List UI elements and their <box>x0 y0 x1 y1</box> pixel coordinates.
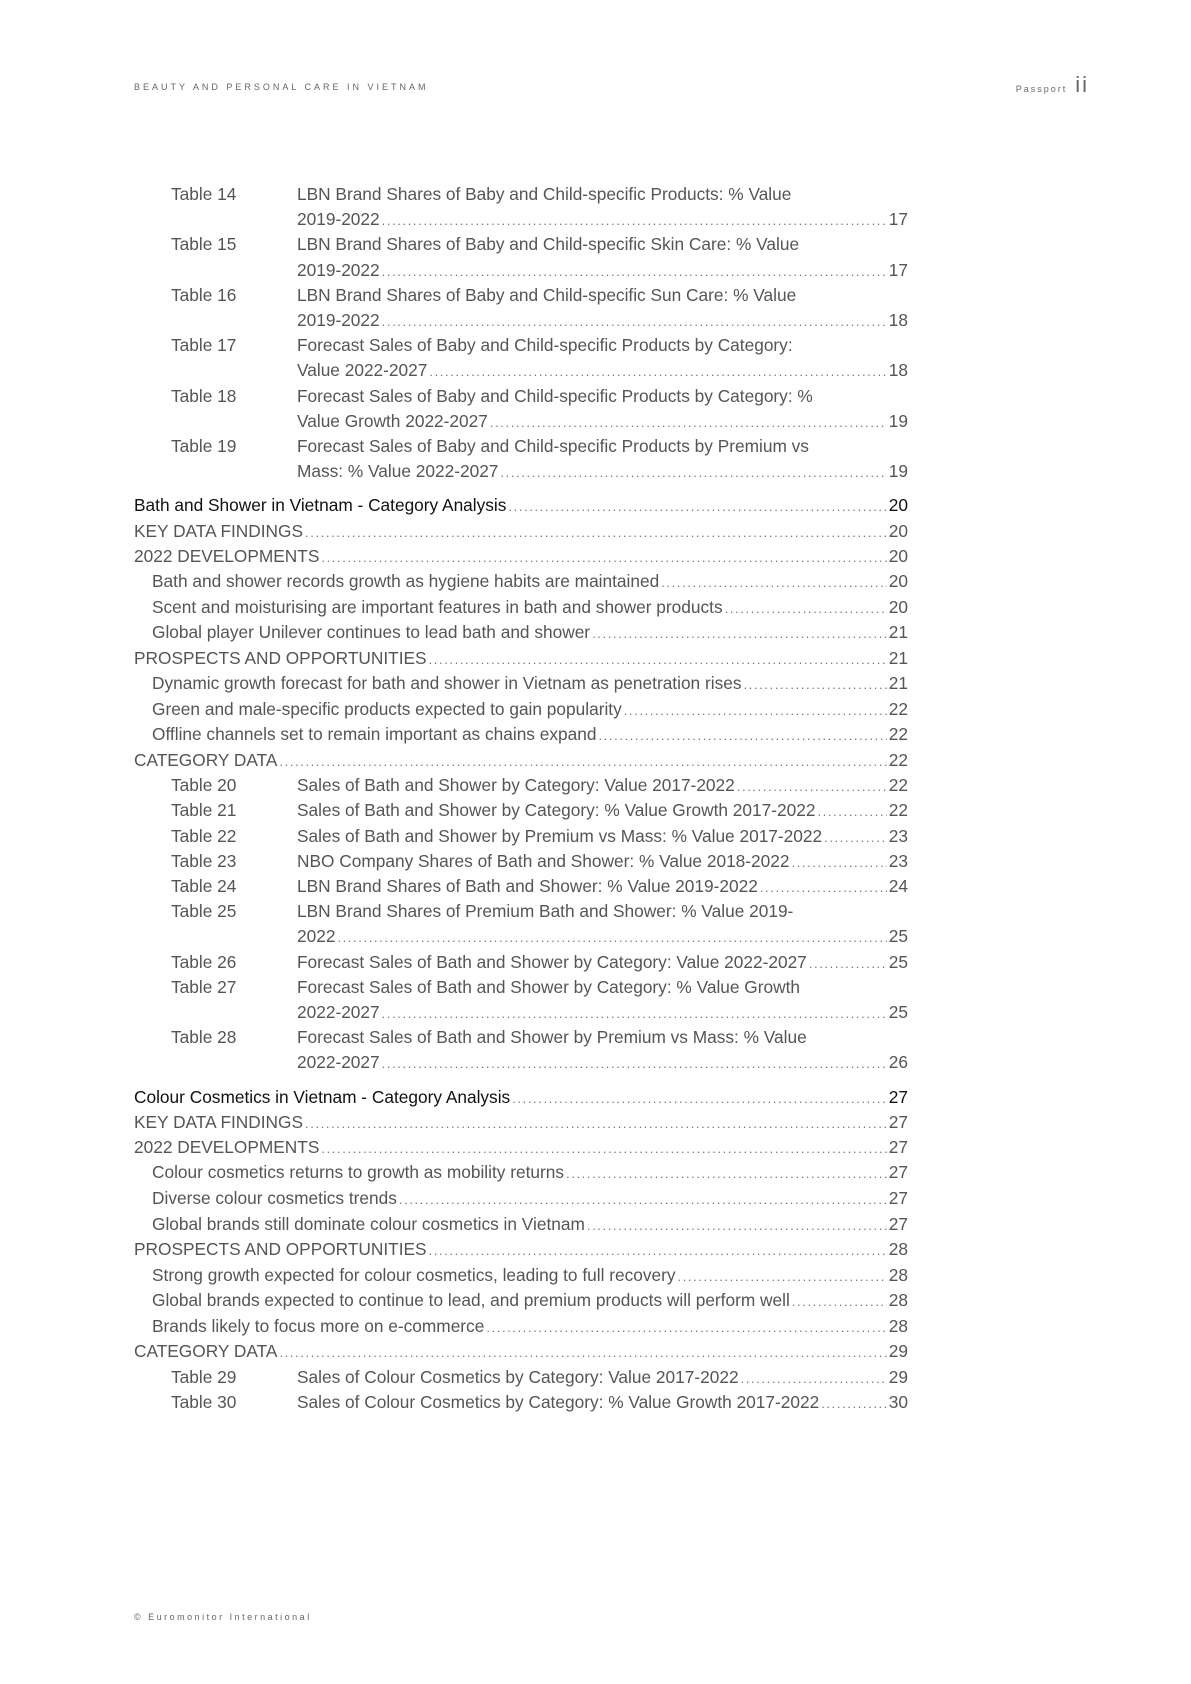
toc-entry-title: 2022-2027 <box>297 1001 380 1022</box>
passport-label: Passport <box>1015 84 1068 94</box>
toc-table-number: Table 25 <box>171 901 237 922</box>
toc-entry-line <box>297 384 908 409</box>
toc-dot-leader <box>566 1161 887 1187</box>
toc-entry-line <box>152 1263 908 1289</box>
toc-entry-title: LBN Brand Shares of Baby and Child-specific Products: % Value <box>297 184 792 204</box>
toc-entry-sub[interactable] <box>134 1212 908 1238</box>
toc-dot-leader <box>382 208 887 233</box>
toc-dot-leader <box>592 621 887 647</box>
toc-entry-title: 2019-2022 <box>297 209 380 230</box>
toc-entry-line <box>297 333 908 358</box>
toc-entry-body <box>152 620 908 646</box>
toc-entry-title: Forecast Sales of Baby and Child-specific Products by Premium vs <box>297 435 809 456</box>
toc-entry-body <box>152 1160 908 1186</box>
toc-entry-title: CATEGORY DATA <box>134 1341 278 1362</box>
toc-entry-title: Sales of Colour Cosmetics by Category: Value 2017-2022 <box>297 1366 739 1387</box>
toc-page-number: 22 <box>888 698 908 719</box>
toc-entry-title: LBN Brand Shares of Bath and Shower: % Value 2019-2022 <box>297 876 758 897</box>
toc-entry-sub[interactable] <box>134 569 908 595</box>
toc-entry-title: Sales of Bath and Shower by Category: % Value Growth 2017-2022 <box>297 800 816 821</box>
toc-entry-title: Sales of Bath and Shower by Category: Value 2017-2022 <box>297 775 735 796</box>
toc-entry-line <box>152 569 908 595</box>
toc-page-number: 20 <box>888 520 908 541</box>
toc-entry-body <box>297 283 908 333</box>
toc-page-number: 29 <box>888 1341 908 1362</box>
toc-entry-title: KEY DATA FINDINGS <box>134 1111 304 1132</box>
toc-entry-table[interactable] <box>134 182 908 232</box>
toc-entry-line <box>152 620 908 646</box>
toc-page-number: 22 <box>888 724 908 745</box>
toc-dot-leader <box>279 749 886 774</box>
toc-page-number: 22 <box>888 775 908 796</box>
toc-entry-body <box>297 232 908 282</box>
toc-entry-sub[interactable] <box>134 1314 908 1340</box>
toc-entry-line <box>297 207 908 232</box>
toc-page-number: 27 <box>888 1086 908 1107</box>
toc-entry-table[interactable] <box>134 798 908 823</box>
toc-dot-leader <box>399 1187 887 1213</box>
toc-page-number: 23 <box>888 825 908 846</box>
toc-entry-body <box>297 1390 908 1415</box>
toc-page-number: 27 <box>888 1188 908 1209</box>
toc-entry-line <box>134 1110 908 1135</box>
toc-dot-leader <box>382 309 887 334</box>
toc-entry-head[interactable] <box>134 493 908 518</box>
toc-entry-upper[interactable] <box>134 646 908 671</box>
toc-entry-line <box>134 493 908 518</box>
toc-entry-body <box>297 434 908 484</box>
toc-page-number: 17 <box>888 209 908 230</box>
toc-table-number: Table 14 <box>171 184 237 204</box>
toc-entry-line <box>297 975 908 1000</box>
toc-entry-body <box>297 773 908 798</box>
toc-page-number: 19 <box>888 461 908 482</box>
toc-entry-title: Mass: % Value 2022-2027 <box>297 461 499 482</box>
toc-entry-title: Bath and Shower in Vietnam - Category Analysis <box>134 495 507 516</box>
toc-entry-title: Strong growth expected for colour cosmetics, leading to full recovery <box>152 1264 676 1285</box>
toc-entry-body <box>152 1314 908 1340</box>
toc-entry-title: Forecast Sales of Bath and Shower by Category: % Value Growth <box>297 976 801 997</box>
toc-entry-table[interactable] <box>134 1365 908 1390</box>
toc-entry-body <box>152 697 908 723</box>
toc-entry-title: Diverse colour cosmetics trends <box>152 1188 397 1209</box>
toc-entry-title: Forecast Sales of Bath and Shower by Category: Value 2022-2027 <box>297 951 807 972</box>
toc-entry-line <box>297 824 908 849</box>
toc-entry-body <box>152 1288 908 1314</box>
toc-dot-leader <box>725 596 887 622</box>
toc-entry-title: PROSPECTS AND OPPORTUNITIES <box>134 1239 427 1260</box>
toc-table-number: Table 29 <box>171 1366 237 1387</box>
toc-page-number: 23 <box>888 850 908 871</box>
toc-page-number: 28 <box>888 1264 908 1285</box>
toc-entry-table[interactable] <box>134 333 908 383</box>
toc-table-number: Table 23 <box>171 850 237 871</box>
toc-entry-line <box>297 874 908 899</box>
toc-dot-leader <box>321 1136 886 1161</box>
toc-entry-sub[interactable] <box>134 1160 908 1186</box>
toc-entry-title: Dynamic growth forecast for bath and shower in Vietnam as penetration rises <box>152 673 742 694</box>
toc-entry-line <box>297 798 908 823</box>
toc-entry-title: LBN Brand Shares of Premium Bath and Shower: % Value 2019- <box>297 901 794 922</box>
toc-dot-leader <box>321 545 886 570</box>
toc-entry-line <box>297 182 908 207</box>
toc-table-number: Table 22 <box>171 825 237 846</box>
toc-page-number: 20 <box>888 596 908 617</box>
toc-entry-title: LBN Brand Shares of Baby and Child-specific Skin Care: % Value <box>297 234 800 255</box>
toc-entry-line <box>297 232 908 257</box>
toc-entry-title: KEY DATA FINDINGS <box>134 520 304 541</box>
running-header-right <box>1016 72 1089 98</box>
toc-entry-title: 2022 DEVELOPMENTS <box>134 1137 320 1158</box>
toc-entry-line <box>297 358 908 383</box>
toc-entry-title: Forecast Sales of Baby and Child-specific Products by Category: % <box>297 385 813 406</box>
toc-dot-leader <box>661 570 887 596</box>
toc-dot-leader <box>382 1001 887 1026</box>
toc-entry-line <box>134 646 908 671</box>
toc-table-number: Table 28 <box>171 1027 237 1048</box>
toc-page-number: 25 <box>888 1001 908 1022</box>
toc-entry-line <box>134 1237 908 1262</box>
toc-entry-table[interactable] <box>134 384 908 434</box>
toc-page-number: 21 <box>888 647 908 668</box>
toc-entry-body <box>134 519 908 544</box>
toc-entry-line <box>152 671 908 697</box>
toc-entry-title: 2022 <box>297 926 336 947</box>
toc-page-number: 21 <box>888 622 908 643</box>
toc-dot-leader <box>598 723 886 749</box>
toc-entry-upper[interactable] <box>134 1135 908 1160</box>
toc-page-number: 20 <box>888 545 908 566</box>
toc-entry-table[interactable] <box>134 773 908 798</box>
toc-dot-leader <box>678 1264 887 1290</box>
toc-entry-body <box>152 671 908 697</box>
toc-entry-body <box>134 1237 908 1262</box>
toc-entry-title: PROSPECTS AND OPPORTUNITIES <box>134 647 427 668</box>
table-of-contents <box>134 182 908 1415</box>
toc-table-number: Table 15 <box>171 234 237 255</box>
toc-table-number: Table 16 <box>171 284 237 305</box>
toc-entry-line <box>152 1186 908 1212</box>
toc-entry-body <box>297 1025 908 1075</box>
toc-entry-title: LBN Brand Shares of Baby and Child-specific Sun Care: % Value <box>297 284 797 305</box>
toc-entry-title: NBO Company Shares of Bath and Shower: % Value 2018-2022 <box>297 850 790 871</box>
toc-entry-title: 2019-2022 <box>297 309 380 330</box>
toc-entry-line <box>297 258 908 283</box>
toc-entry-title: Global player Unilever continues to lead bath and shower <box>152 622 591 643</box>
toc-entry-table[interactable] <box>134 950 908 975</box>
toc-entry-body <box>152 1212 908 1238</box>
toc-entry-title: Green and male-specific products expected to gain popularity <box>152 698 622 719</box>
toc-dot-leader <box>624 698 887 724</box>
toc-entry-table[interactable] <box>134 434 908 484</box>
toc-entry-table[interactable] <box>134 1390 908 1415</box>
toc-entry-body <box>297 182 908 232</box>
toc-entry-table[interactable] <box>134 283 908 333</box>
toc-entry-line <box>152 1288 908 1314</box>
toc-dot-leader <box>741 1366 887 1391</box>
toc-dot-leader <box>337 925 886 950</box>
toc-page-number: 27 <box>888 1111 908 1132</box>
toc-dot-leader <box>486 1315 886 1341</box>
toc-entry-line <box>152 697 908 723</box>
toc-entry-line <box>152 1160 908 1186</box>
toc-table-number: Table 27 <box>171 976 237 997</box>
toc-entry-line <box>297 1025 908 1050</box>
toc-page-number: 27 <box>888 1137 908 1158</box>
toc-entry-line <box>297 950 908 975</box>
toc-entry-line <box>297 409 908 434</box>
toc-entry-sub[interactable] <box>134 595 908 621</box>
toc-dot-leader <box>512 1086 887 1111</box>
toc-page-number: 22 <box>888 800 908 821</box>
toc-page-number: 28 <box>888 1315 908 1336</box>
toc-entry-table[interactable] <box>134 975 908 1025</box>
toc-entry-body <box>297 333 908 383</box>
toc-table-number: Table 19 <box>171 435 237 456</box>
toc-entry-line <box>134 1135 908 1160</box>
toc-entry-title: Bath and shower records growth as hygiene habits are maintained <box>152 571 660 592</box>
toc-entry-title: Sales of Colour Cosmetics by Category: % Value Growth 2017-2022 <box>297 1391 820 1412</box>
toc-entry-body <box>152 595 908 621</box>
toc-dot-leader <box>429 647 887 672</box>
toc-entry-body <box>152 1186 908 1212</box>
toc-entry-title: Sales of Bath and Shower by Premium vs Mass: % Value 2017-2022 <box>297 825 823 846</box>
toc-entry-title: Scent and moisturising are important features in bath and shower products <box>152 596 723 617</box>
toc-entry-body <box>297 899 908 949</box>
toc-dot-leader <box>500 460 886 485</box>
toc-dot-leader <box>382 1051 887 1076</box>
toc-page-number: 29 <box>888 1366 908 1387</box>
toc-page-number: 20 <box>888 571 908 592</box>
toc-entry-table[interactable] <box>134 824 908 849</box>
toc-entry-line <box>134 519 908 544</box>
toc-entry-body <box>297 824 908 849</box>
toc-page-number: 27 <box>888 1162 908 1183</box>
toc-entry-table[interactable] <box>134 232 908 282</box>
toc-page-number: 20 <box>888 495 908 516</box>
toc-entry-upper[interactable] <box>134 748 908 773</box>
toc-entry-table[interactable] <box>134 874 908 899</box>
toc-page-number: 22 <box>888 750 908 770</box>
toc-entry-title: Forecast Sales of Baby and Child-specific Products by Category: <box>297 335 793 356</box>
toc-entry-line <box>134 748 908 773</box>
toc-entry-title: 2019-2022 <box>297 259 380 280</box>
toc-dot-leader <box>305 1111 887 1136</box>
toc-page-number: 21 <box>888 673 908 694</box>
toc-page-number: 24 <box>888 876 908 897</box>
toc-entry-line <box>152 595 908 621</box>
running-header-title: BEAUTY AND PERSONAL CARE IN VIETNAM <box>134 82 429 92</box>
toc-entry-line <box>297 899 908 924</box>
toc-entry-line <box>297 924 908 949</box>
toc-dot-leader <box>792 850 887 875</box>
toc-table-number: Table 30 <box>171 1391 237 1412</box>
toc-dot-leader <box>743 672 886 698</box>
toc-entry-sub[interactable] <box>134 620 908 646</box>
toc-entry-line <box>152 1212 908 1238</box>
toc-dot-leader <box>382 259 887 284</box>
toc-table-number: Table 17 <box>171 335 237 356</box>
toc-entry-body <box>134 748 908 773</box>
toc-page-number: 18 <box>888 360 908 381</box>
toc-entry-body <box>134 646 908 671</box>
toc-table-number: Table 26 <box>171 951 237 972</box>
toc-page-number: 17 <box>888 259 908 280</box>
toc-entry-title: Colour Cosmetics in Vietnam - Category Analysis <box>134 1086 511 1107</box>
toc-entry-body <box>297 950 908 975</box>
toc-entry-upper[interactable] <box>134 1110 908 1135</box>
toc-page-number: 19 <box>888 410 908 431</box>
toc-entry-sub[interactable] <box>134 1263 908 1289</box>
toc-entry-title: Global brands still dominate colour cosmetics in Vietnam <box>152 1213 585 1234</box>
toc-page-number: 25 <box>888 951 908 972</box>
toc-entry-sub[interactable] <box>134 1288 908 1314</box>
toc-entry-line <box>134 1339 908 1364</box>
toc-entry-body <box>134 1085 908 1110</box>
toc-entry-line <box>297 283 908 308</box>
page-number: ii <box>1075 72 1089 97</box>
toc-entry-line <box>297 1000 908 1025</box>
toc-entry-body <box>134 1135 908 1160</box>
toc-entry-upper[interactable] <box>134 519 908 544</box>
toc-entry-body <box>134 544 908 569</box>
toc-entry-line <box>297 434 908 459</box>
toc-entry-line <box>297 1390 908 1415</box>
footer-copyright: © Euromonitor International <box>134 1612 312 1622</box>
toc-entry-title: 2022-2027 <box>297 1052 380 1073</box>
toc-entry-line <box>152 722 908 748</box>
toc-dot-leader <box>792 1289 887 1315</box>
toc-page-number: 30 <box>888 1391 908 1412</box>
toc-entry-upper[interactable] <box>134 1339 908 1364</box>
toc-page-number: 26 <box>888 1052 908 1073</box>
toc-entry-title: 2022 DEVELOPMENTS <box>134 545 320 566</box>
toc-entry-title: Value Growth 2022-2027 <box>297 410 488 431</box>
toc-entry-body <box>297 384 908 434</box>
toc-dot-leader <box>279 1340 886 1365</box>
toc-dot-leader <box>821 1391 887 1416</box>
toc-table-number: Table 24 <box>171 876 237 897</box>
toc-entry-body <box>297 975 908 1025</box>
toc-entry-head[interactable] <box>134 1085 908 1110</box>
toc-entry-table[interactable] <box>134 849 908 874</box>
toc-entry-body <box>152 569 908 595</box>
toc-entry-table[interactable] <box>134 899 908 949</box>
toc-dot-leader <box>587 1213 887 1239</box>
toc-dot-leader <box>429 359 886 384</box>
toc-page-number: 28 <box>888 1239 908 1260</box>
toc-dot-leader <box>817 799 886 824</box>
toc-entry-body <box>134 1110 908 1135</box>
toc-entry-sub[interactable] <box>134 1186 908 1212</box>
toc-entry-sub[interactable] <box>134 722 908 748</box>
toc-entry-body <box>297 1365 908 1390</box>
toc-entry-line <box>152 1314 908 1340</box>
toc-entry-title: Value 2022-2027 <box>297 360 428 381</box>
toc-table-number: Table 18 <box>171 385 237 406</box>
toc-entry-line <box>297 459 908 484</box>
toc-entry-body <box>152 722 908 748</box>
toc-entry-upper[interactable] <box>134 1237 908 1262</box>
toc-table-number: Table 21 <box>171 800 237 821</box>
toc-dot-leader <box>429 1238 887 1263</box>
toc-dot-leader <box>760 875 887 900</box>
toc-entry-line <box>297 308 908 333</box>
toc-entry-sub[interactable] <box>134 671 908 697</box>
toc-entry-title: CATEGORY DATA <box>134 750 278 770</box>
toc-entry-title: Forecast Sales of Bath and Shower by Premium vs Mass: % Value <box>297 1027 807 1048</box>
toc-table-number: Table 20 <box>171 775 237 796</box>
toc-dot-leader <box>508 494 886 519</box>
toc-entry-title: Offline channels set to remain important as chains expand <box>152 724 597 745</box>
toc-entry-title: Global brands expected to continue to lead, and premium products will perform well <box>152 1290 790 1311</box>
toc-entry-line <box>297 849 908 874</box>
toc-entry-table[interactable] <box>134 1025 908 1075</box>
toc-entry-body <box>297 849 908 874</box>
toc-page-number: 18 <box>888 309 908 330</box>
toc-dot-leader <box>305 520 887 545</box>
toc-entry-body <box>297 798 908 823</box>
toc-entry-line <box>134 1085 908 1110</box>
toc-entry-body <box>152 1263 908 1289</box>
toc-entry-line <box>297 773 908 798</box>
toc-dot-leader <box>809 951 887 976</box>
toc-entry-sub[interactable] <box>134 697 908 723</box>
toc-entry-body <box>134 493 908 518</box>
toc-page-number: 27 <box>888 1213 908 1234</box>
toc-dot-leader <box>737 774 887 799</box>
toc-dot-leader <box>490 410 887 435</box>
toc-entry-line <box>134 544 908 569</box>
toc-entry-title: Brands likely to focus more on e-commerce <box>152 1315 485 1336</box>
toc-entry-line <box>297 1365 908 1390</box>
toc-page-number: 28 <box>888 1290 908 1311</box>
toc-page-number: 25 <box>888 926 908 947</box>
toc-entry-upper[interactable] <box>134 544 908 569</box>
toc-entry-body <box>134 1339 908 1364</box>
toc-entry-body <box>297 874 908 899</box>
toc-entry-line <box>297 1050 908 1075</box>
toc-dot-leader <box>824 825 887 850</box>
toc-entry-title: Colour cosmetics returns to growth as mobility returns <box>152 1162 565 1183</box>
